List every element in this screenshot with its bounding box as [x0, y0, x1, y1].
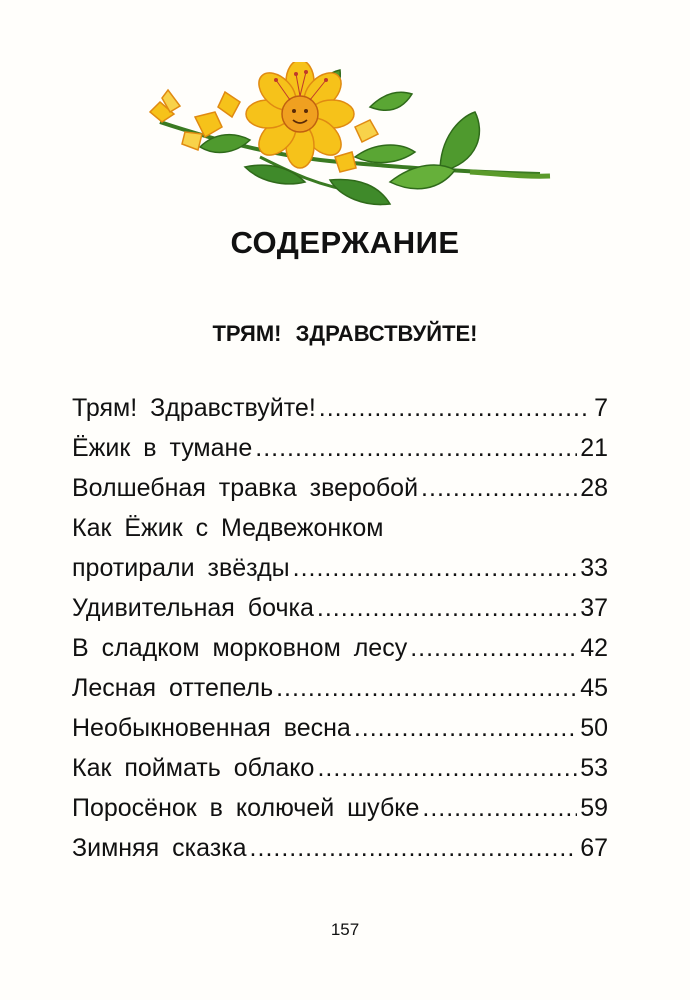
toc-entry-title: Волшебная травка зверобой: [72, 474, 419, 502]
toc-entry-title: Как поймать облако: [72, 754, 315, 782]
dot-leader: [422, 788, 577, 828]
dot-leader: [354, 708, 577, 748]
toc-page-number: 50: [580, 714, 608, 742]
dot-leader: [276, 668, 577, 708]
toc-page-number: 28: [580, 474, 608, 502]
section-title: ТРЯМ! ЗДРАВСТВУЙТЕ!: [212, 321, 478, 346]
toc-page-number: 45: [580, 674, 608, 702]
toc-page-number: 59: [580, 794, 608, 822]
dot-leader: [317, 588, 577, 628]
toc-entry[interactable]: [72, 628, 608, 668]
toc-page-number: 21: [580, 434, 608, 462]
toc-page-number: 42: [580, 634, 608, 662]
toc-entry[interactable]: [72, 428, 608, 468]
toc-entry-title: Лесная оттепель: [72, 674, 274, 702]
toc-entry[interactable]: [72, 828, 608, 868]
toc-entry-title: Зимняя сказка: [72, 834, 247, 862]
table-of-contents: [72, 388, 608, 868]
toc-entry[interactable]: [72, 388, 608, 428]
toc-page-number: 33: [580, 554, 608, 582]
dot-leader: [250, 828, 578, 868]
toc-entry-title: Поросёнок в колючей шубке: [72, 794, 420, 822]
dot-leader: [255, 428, 577, 468]
toc-entry-title: В сладком морковном лесу: [72, 634, 408, 662]
toc-entry-title: Трям! Здравствуйте!: [72, 394, 316, 422]
toc-page-number: 67: [580, 834, 608, 862]
toc-entry-title: Необыкновенная весна: [72, 714, 351, 742]
toc-entry[interactable]: [72, 508, 608, 588]
dot-leader: [421, 468, 577, 508]
dot-leader: [317, 748, 577, 788]
dot-leader: [293, 548, 578, 588]
toc-entry-title: Ёжик в тумане: [72, 434, 253, 462]
toc-entry[interactable]: [72, 468, 608, 508]
toc-page-number: 53: [580, 754, 608, 782]
toc-entry-title: Удивительная бочка: [72, 594, 314, 622]
toc-entry[interactable]: [72, 668, 608, 708]
toc-entry[interactable]: [72, 708, 608, 748]
toc-entry[interactable]: [72, 788, 608, 828]
dot-leader: [410, 628, 577, 668]
toc-page-number: 37: [580, 594, 608, 622]
toc-entry[interactable]: [72, 588, 608, 628]
sunflower-illustration: [140, 62, 560, 212]
toc-entry-title: протирали звёзды: [72, 554, 290, 582]
page-number: 157: [330, 920, 360, 939]
toc-page-number: 7: [594, 394, 608, 422]
page-title: СОДЕРЖАНИЕ: [230, 225, 460, 260]
toc-entry-title-line1: Как Ёжик с Медвежонком: [72, 514, 384, 542]
toc-entry[interactable]: [72, 748, 608, 788]
dot-leader: [319, 388, 591, 428]
